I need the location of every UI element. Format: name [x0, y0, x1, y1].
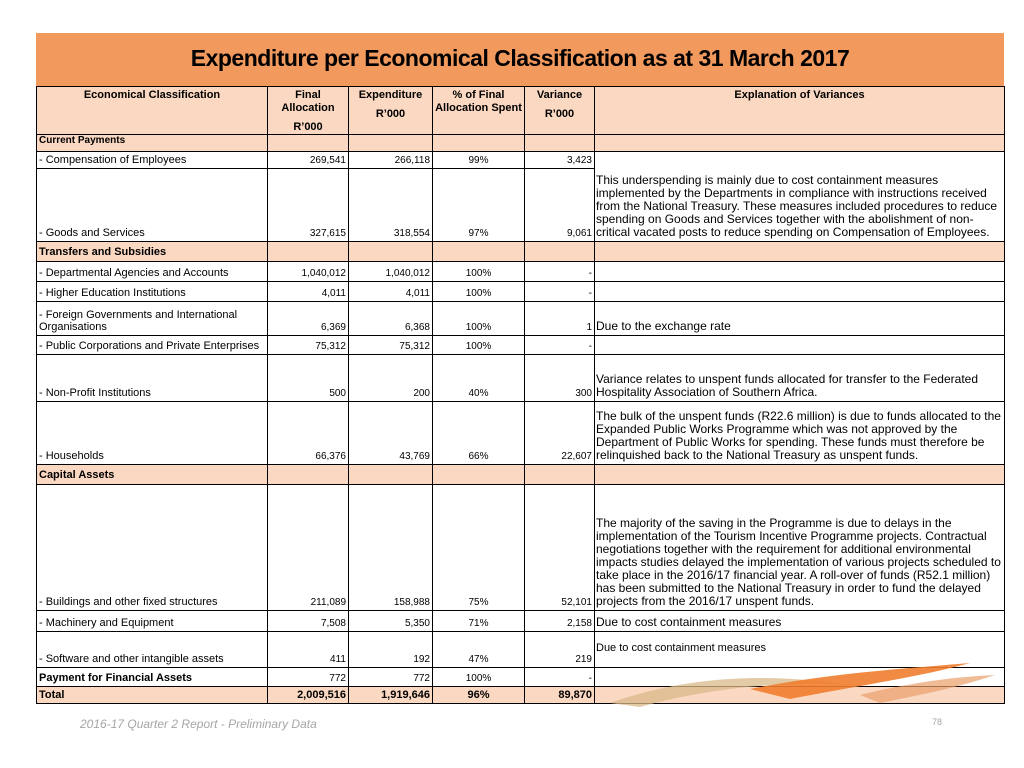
section-label: Transfers and Subsidies [37, 242, 268, 262]
row-pct: 71% [433, 611, 525, 632]
table-row [37, 152, 1005, 169]
section-label: Current Payments [37, 135, 268, 152]
table-row [37, 262, 1005, 282]
row-pct: 40% [433, 355, 525, 402]
row-allocation: 500 [268, 355, 349, 402]
row-pct: 100% [433, 336, 525, 355]
row-variance: 9,061 [525, 169, 595, 242]
section-capital-assets [37, 465, 1005, 485]
page-number: 78 [932, 717, 943, 727]
row-expenditure: 75,312 [349, 336, 433, 355]
row-variance: 22,607 [525, 402, 595, 465]
table-row [37, 355, 1005, 402]
expenditure-table [36, 86, 1005, 704]
row-allocation: 772 [268, 668, 349, 687]
row-label: - Higher Education Institutions [37, 282, 268, 302]
row-explanation: Due to the exchange rate [595, 302, 1005, 336]
row-pct: 100% [433, 262, 525, 282]
table-row [37, 668, 1005, 687]
row-variance: - [525, 336, 595, 355]
row-expenditure: 772 [349, 668, 433, 687]
row-label: - Public Corporations and Private Enterprises [37, 336, 268, 355]
row-explanation [595, 262, 1005, 282]
slide-title: Expenditure per Economical Classification as at 31 March 2017 [190, 45, 850, 71]
row-pct: 100% [433, 302, 525, 336]
row-allocation: 6,369 [268, 302, 349, 336]
row-expenditure: 6,368 [349, 302, 433, 336]
row-expenditure: 4,011 [349, 282, 433, 302]
slide-title-bar [36, 33, 1004, 86]
row-label: - Foreign Governments and International Organisations [37, 302, 268, 336]
row-variance: 300 [525, 355, 595, 402]
table-row [37, 282, 1005, 302]
header-pct-spent: % of Final Allocation Spent [433, 87, 525, 135]
section-label: Capital Assets [37, 465, 268, 485]
table-row [37, 632, 1005, 668]
row-explanation: Due to cost containment measures [595, 611, 1005, 632]
total-allocation: 2,009,516 [268, 687, 349, 704]
total-expenditure: 1,919,646 [349, 687, 433, 704]
row-explanation: Due to cost containment measures [595, 632, 1005, 668]
row-explanation [595, 282, 1005, 302]
row-label: - Departmental Agencies and Accounts [37, 262, 268, 282]
row-allocation: 66,376 [268, 402, 349, 465]
row-explanation: This underspending is mainly due to cost containment measures implemented by the Departments in compliance with instructions received from the National Treasury. These measures included procedures to reduce spending on Goods and Services together with the abolishment of non-critical vacated posts to reduce spending on Compensation of Employees. [595, 152, 1005, 242]
row-variance: 52,101 [525, 485, 595, 611]
row-explanation [595, 668, 1005, 687]
row-expenditure: 266,118 [349, 152, 433, 169]
header-variance: Variance R’000 [525, 87, 595, 135]
row-variance: 3,423 [525, 152, 595, 169]
footer-text: 2016-17 Quarter 2 Report - Preliminary Data [80, 717, 317, 731]
row-variance: - [525, 668, 595, 687]
header-row [37, 87, 1005, 135]
row-label: - Machinery and Equipment [37, 611, 268, 632]
row-explanation: The bulk of the unspent funds (R22.6 million) is due to funds allocated to the Expanded Public Works Programme which was not approved by the Department of Public Works for spending. These funds must therefore be relinquished back to the National Treasury as unspent funds. [595, 402, 1005, 465]
row-label: Payment for Financial Assets [37, 668, 268, 687]
row-variance: - [525, 262, 595, 282]
table-row [37, 485, 1005, 611]
section-current-payments [37, 135, 1005, 152]
row-label: - Software and other intangible assets [37, 632, 268, 668]
row-explanation: The majority of the saving in the Programme is due to delays in the implementation of the Tourism Incentive Programme projects. Contractual negotiations together with the requirement for additional environmental impacts studies delayed the implementation of various projects scheduled to take place in the 2016/17 financial year. A roll-over of funds (R52.1 million) has been submitted to the National Treasury in order to fund the delayed projects from the 2016/17 unspent funds. [595, 485, 1005, 611]
row-pct: 97% [433, 169, 525, 242]
row-explanation [595, 336, 1005, 355]
row-allocation: 75,312 [268, 336, 349, 355]
row-variance: - [525, 282, 595, 302]
total-variance: 89,870 [525, 687, 595, 704]
header-classification: Economical Classification [37, 87, 268, 135]
row-expenditure: 200 [349, 355, 433, 402]
total-pct: 96% [433, 687, 525, 704]
row-pct: 99% [433, 152, 525, 169]
row-label: - Buildings and other fixed structures [37, 485, 268, 611]
row-allocation: 411 [268, 632, 349, 668]
row-allocation: 7,508 [268, 611, 349, 632]
row-pct: 100% [433, 668, 525, 687]
row-pct: 66% [433, 402, 525, 465]
row-allocation: 269,541 [268, 152, 349, 169]
row-expenditure: 1,040,012 [349, 262, 433, 282]
row-variance: 2,158 [525, 611, 595, 632]
header-final-allocation: Final Allocation R’000 [268, 87, 349, 135]
row-expenditure: 318,554 [349, 169, 433, 242]
row-allocation: 1,040,012 [268, 262, 349, 282]
row-allocation: 327,615 [268, 169, 349, 242]
row-expenditure: 158,988 [349, 485, 433, 611]
row-allocation: 211,089 [268, 485, 349, 611]
row-expenditure: 43,769 [349, 402, 433, 465]
table-row [37, 336, 1005, 355]
row-label: - Compensation of Employees [37, 152, 268, 169]
row-pct: 47% [433, 632, 525, 668]
row-pct: 75% [433, 485, 525, 611]
row-expenditure: 5,350 [349, 611, 433, 632]
row-pct: 100% [433, 282, 525, 302]
header-explanation: Explanation of Variances [595, 87, 1005, 135]
row-variance: 219 [525, 632, 595, 668]
total-row [37, 687, 1005, 704]
total-label: Total [37, 687, 268, 704]
row-label: - Non-Profit Institutions [37, 355, 268, 402]
row-label: - Households [37, 402, 268, 465]
section-transfers [37, 242, 1005, 262]
row-expenditure: 192 [349, 632, 433, 668]
table-row [37, 611, 1005, 632]
header-expenditure: Expenditure R’000 [349, 87, 433, 135]
row-label: - Goods and Services [37, 169, 268, 242]
table-row [37, 402, 1005, 465]
row-explanation: Variance relates to unspent funds allocated for transfer to the Federated Hospitality Association of Southern Africa. [595, 355, 1005, 402]
table-row [37, 302, 1005, 336]
row-variance: 1 [525, 302, 595, 336]
row-allocation: 4,011 [268, 282, 349, 302]
